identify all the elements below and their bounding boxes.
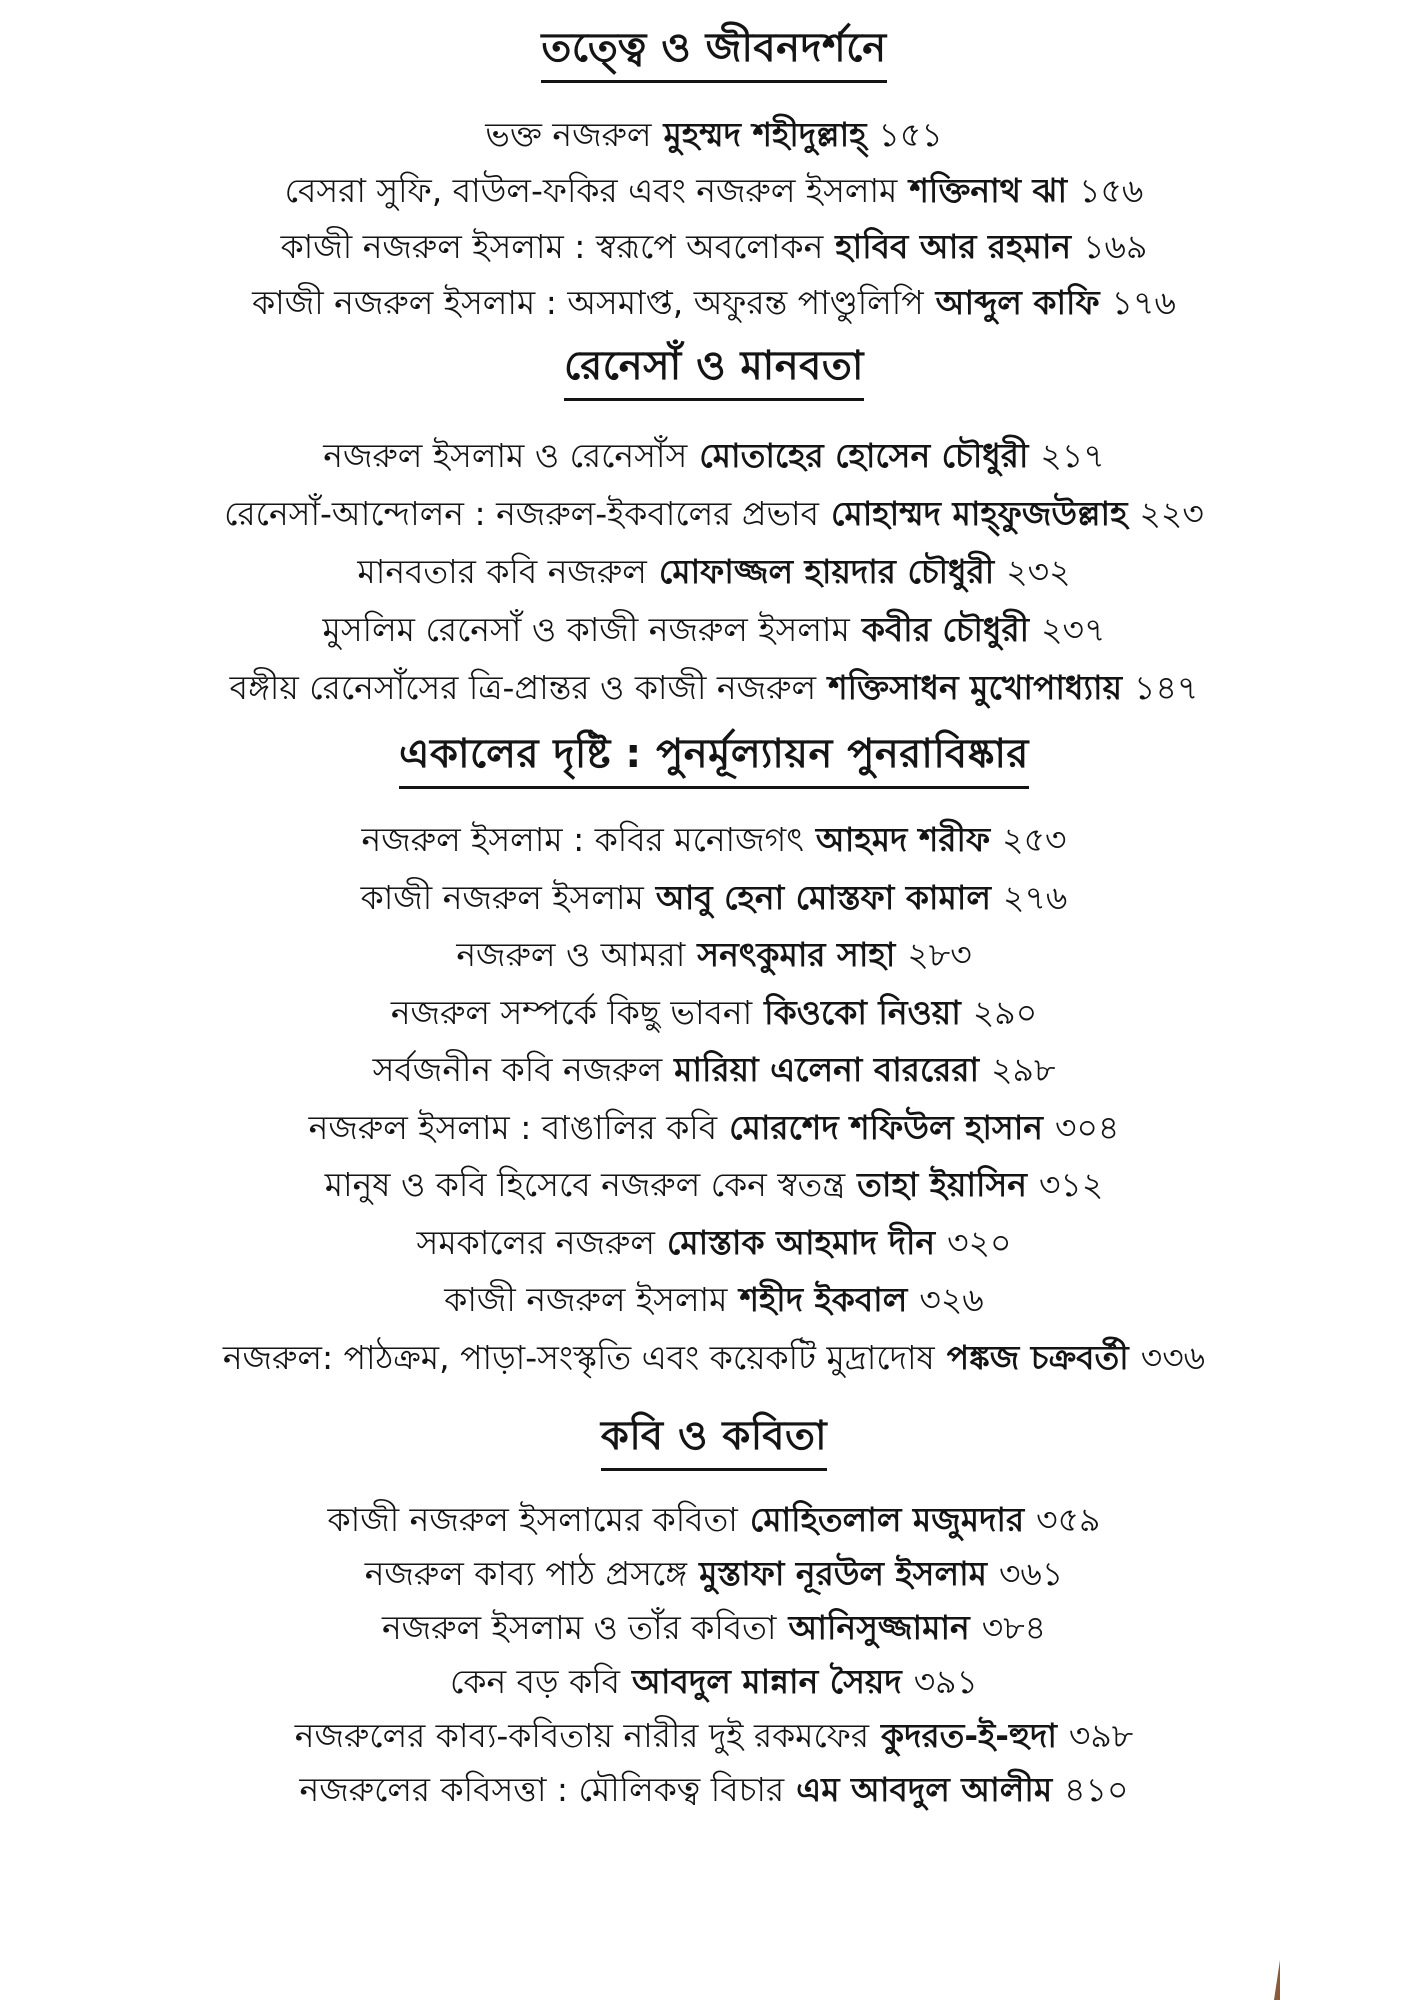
entry-author: শক্তিসাধন মুখোপাধ্যায়: [828, 668, 1123, 707]
entry-page-number: ৩৫৯: [1036, 1500, 1101, 1539]
entry-title: কাজী নজরুল ইসলাম: [444, 1280, 728, 1319]
entry-title: নজরুল কাব্য পাঠ প্রসঙ্গে: [364, 1554, 688, 1593]
entry-title: মানুষ ও কবি হিসেবে নজরুল কেন স্বতন্ত্র: [324, 1165, 846, 1204]
entry-author: হাবিব আর রহমান: [835, 227, 1072, 266]
entry-author: মারিয়া এলেনা বাররেরা: [674, 1050, 980, 1089]
entry-author: কিওকো নিওয়া: [764, 992, 961, 1032]
entry-title: বেসরা সুফি, বাউল-ফকির এবং নজরুল ইসলাম: [284, 171, 898, 210]
entry-author: আনিসুজ্জামান: [788, 1608, 970, 1647]
entry-title: নজরুল ইসলাম ও তাঁর কবিতা: [381, 1608, 777, 1647]
entry-title: সমকালের নজরুল: [416, 1222, 655, 1262]
entry-title: কাজী নজরুল ইসলাম: [360, 877, 644, 917]
entry-author: সনৎকুমার সাহা: [697, 935, 896, 974]
entry-page-number: ২৯০: [972, 992, 1038, 1032]
entry-title: কাজী নজরুল ইসলাম : স্বরূপে অবলোকন: [280, 227, 824, 266]
entry-page-number: ২৩২: [1006, 552, 1071, 591]
toc-entry: [0, 485, 1428, 543]
entry-page-number: ৩০৪: [1055, 1107, 1120, 1147]
entry-title: নজরুল ইসলাম ও রেনেসাঁস: [323, 436, 688, 475]
entry-title: বঙ্গীয় রেনেসাঁসের ত্রি-প্রান্তর ও কাজী নজরুল: [229, 668, 817, 707]
entry-author: মোরশেদ শফিউল হাসান: [729, 1107, 1043, 1147]
toc-entry: [0, 1763, 1428, 1817]
toc-entry: [0, 1041, 1428, 1099]
entry-author: আব্দুল কাফি: [935, 283, 1100, 322]
entry-author: কবীর চৌধুরী: [861, 610, 1030, 649]
toc-entry-list: [0, 427, 1428, 717]
toc-entry: [0, 1271, 1428, 1329]
entry-title: নজরুলের কাব্য-কবিতায় নারীর দুই রকমফের: [294, 1716, 870, 1755]
entry-page-number: ৩১২: [1038, 1165, 1104, 1204]
entry-author: মোহিতলাল মজুমদার: [749, 1500, 1025, 1539]
toc-entry: [0, 1655, 1428, 1709]
entry-author: মুস্তাফা নূরউল ইসলাম: [699, 1554, 987, 1593]
toc-entry: [0, 543, 1428, 601]
entry-title: ভক্ত নজরুল: [485, 115, 652, 154]
entry-page-number: ৩৮৪: [981, 1608, 1047, 1647]
toc-entry: [0, 601, 1428, 659]
entry-title: নজরুল ইসলাম : বাঙালির কবি: [308, 1107, 718, 1147]
entry-page-number: ৩২০: [947, 1222, 1012, 1262]
section-heading: তত্ত্বে ও জীবনদর্শনে: [541, 22, 886, 83]
entry-page-number: ১৬৯: [1083, 227, 1148, 266]
entry-author: কুদরত-ই-হুদা: [881, 1716, 1057, 1755]
entry-page-number: ৩৩৬: [1140, 1337, 1206, 1377]
entry-title: মুসলিম রেনেসাঁ ও কাজী নজরুল ইসলাম: [322, 610, 850, 649]
entry-author: শক্তিনাথ ঝা: [909, 171, 1068, 210]
entry-title: রেনেসাঁ-আন্দোলন : নজরুল-ইকবালের প্রভাব: [224, 494, 819, 533]
entry-title: সর্বজনীন কবি নজরুল: [372, 1050, 663, 1089]
entry-title: কেন বড় কবি: [450, 1662, 620, 1701]
entry-page-number: ১৫১: [878, 115, 943, 154]
toc-entry: [0, 1214, 1428, 1272]
toc-entry: [0, 1601, 1428, 1655]
entry-title: নজরুল: পাঠক্রম, পাড়া-সংস্কৃতি এবং কয়েকটি মুদ্রাদোষ: [222, 1337, 935, 1377]
toc-entry: [0, 869, 1428, 927]
entry-page-number: ১৫৬: [1079, 171, 1144, 210]
entry-author: আবদুল মান্নান সৈয়দ: [632, 1662, 902, 1701]
toc-section: [0, 1410, 1428, 1817]
entry-page-number: ২১৭: [1040, 436, 1105, 475]
toc-entry: [0, 1329, 1428, 1387]
entry-author: পঙ্কজ চক্রবর্তী: [946, 1337, 1129, 1377]
toc-entry: [0, 219, 1428, 275]
entry-title: নজরুলের কবিসত্তা : মৌলিকত্ব বিচার: [299, 1770, 785, 1809]
entry-title: কাজী নজরুল ইসলাম : অসমাপ্ত, অফুরন্ত পাণ্ডুলিপি: [252, 283, 924, 322]
entry-page-number: ২৯৮: [991, 1050, 1056, 1089]
toc-entry: [0, 1709, 1428, 1763]
toc-entry-list: [0, 1493, 1428, 1817]
entry-author: মোস্তাক আহমাদ দীন: [666, 1222, 936, 1262]
section-heading: একালের দৃষ্টি : পুনর্মূল্যায়ন পুনরাবিষ্কার: [399, 728, 1029, 789]
entry-author: মুহম্মদ শহীদুল্লাহ্: [663, 115, 867, 154]
page-edge-mark: [1274, 1960, 1280, 2000]
toc-entry-list: [0, 811, 1428, 1386]
entry-page-number: ২৭৬: [1002, 877, 1068, 917]
toc-entry: [0, 1156, 1428, 1214]
toc-section: [0, 340, 1428, 717]
toc-section: [0, 728, 1428, 1386]
entry-author: মোহাম্মদ মাহ্ফুজউল্লাহ: [830, 494, 1128, 533]
entry-page-number: ৩৯৮: [1068, 1716, 1134, 1755]
entry-page-number: ১৪৭: [1134, 668, 1199, 707]
section-heading: কবি ও কবিতা: [601, 1410, 827, 1471]
toc-entry: [0, 984, 1428, 1042]
entry-author: আবু হেনা মোস্তফা কামাল: [655, 877, 991, 917]
entry-author: আহমদ শরীফ: [815, 820, 991, 859]
entry-title: মানবতার কবি নজরুল: [357, 552, 647, 591]
entry-author: তাহা ইয়াসিন: [857, 1165, 1027, 1204]
entry-page-number: ৪১০: [1064, 1770, 1129, 1809]
entry-page-number: ৩২৬: [919, 1280, 984, 1319]
toc-entry: [0, 427, 1428, 485]
entry-page-number: ২৮৩: [907, 935, 972, 974]
toc-entry: [0, 811, 1428, 869]
section-heading: রেনেসাঁ ও মানবতা: [564, 340, 864, 401]
entry-author: মোতাহের হোসেন চৌধুরী: [699, 436, 1029, 475]
entry-page-number: ১৭৬: [1111, 283, 1176, 322]
entry-page-number: ২২৩: [1139, 494, 1204, 533]
entry-page-number: ২৩৭: [1041, 610, 1106, 649]
entry-title: নজরুল সম্পর্কে কিছু ভাবনা: [390, 992, 753, 1032]
toc-entry: [0, 926, 1428, 984]
toc-entry: [0, 659, 1428, 717]
entry-author: মোফাজ্জল হায়দার চৌধুরী: [658, 552, 995, 591]
entry-author: এম আবদুল আলীম: [796, 1770, 1053, 1809]
entry-page-number: ৩৬১: [998, 1554, 1064, 1593]
entry-title: নজরুল ইসলাম : কবির মনোজগৎ: [361, 820, 804, 859]
entry-title: কাজী নজরুল ইসলামের কবিতা: [327, 1500, 738, 1539]
toc-entry-list: [0, 107, 1428, 331]
entry-title: নজরুল ও আমরা: [456, 935, 686, 974]
entry-page-number: ২৫৩: [1002, 820, 1067, 859]
toc-entry: [0, 163, 1428, 219]
toc-entry: [0, 1547, 1428, 1601]
toc-section: [0, 22, 1428, 331]
toc-entry: [0, 1099, 1428, 1157]
entry-author: শহীদ ইকবাল: [739, 1280, 908, 1319]
toc-entry: [0, 107, 1428, 163]
toc-entry: [0, 1493, 1428, 1547]
toc-entry: [0, 275, 1428, 331]
entry-page-number: ৩৯১: [913, 1662, 978, 1701]
